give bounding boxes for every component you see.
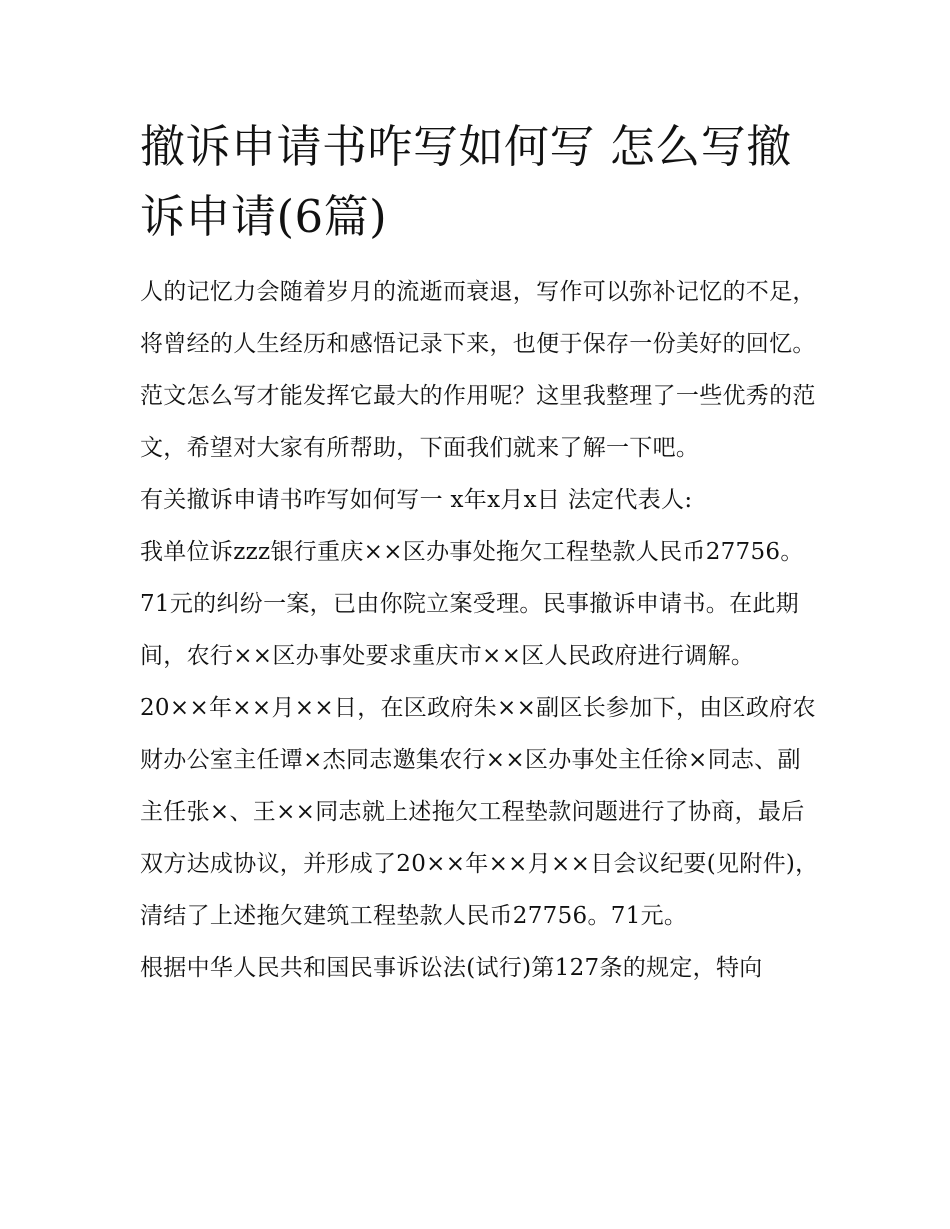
paragraph-heading-line: 有关撤诉申请书咋写如何写一 x年x月x日 法定代表人: bbox=[140, 487, 693, 513]
paragraph-case: 我单位诉zzz银行重庆××区办事处拖欠工程垫款人民币27756。71元的纠纷一案，已由你院立案受理。民事撤诉申请书。在此期间，农行××区办事处要求重庆市××区人民政府进行调解。 bbox=[140, 539, 804, 669]
paragraph-legal-basis: 根据中华人民共和国民事诉讼法(试行)第127条的规定，特向 bbox=[140, 955, 763, 981]
paragraph-mediation: 20××年××月××日，在区政府朱××副区长参加下，由区政府农财办公室主任谭×杰同志邀集农行××区办事处主任徐×同志、副主任张×、王××同志就上述拖欠工程垫款问题进行了协商，最后双方达成协议，并形成了20××年××月××日会议纪要(见附件)，清结了上述拖欠建筑工程垫款人民币27756。71元。 bbox=[140, 695, 819, 929]
document-title: 撤诉申请书咋写如何写 怎么写撤诉申请(6篇) bbox=[140, 120, 792, 243]
document-content bbox=[140, 112, 820, 994]
document-body bbox=[140, 266, 820, 994]
paragraph-intro: 人的记忆力会随着岁月的流逝而衰退，写作可以弥补记忆的不足，将曾经的人生经历和感悟记录下来，也便于保存一份美好的回忆。范文怎么写才能发挥它最大的作用呢？这里我整理了一些优秀的范文，希望对大家有所帮助，下面我们就来了解一下吧。 bbox=[140, 279, 816, 461]
